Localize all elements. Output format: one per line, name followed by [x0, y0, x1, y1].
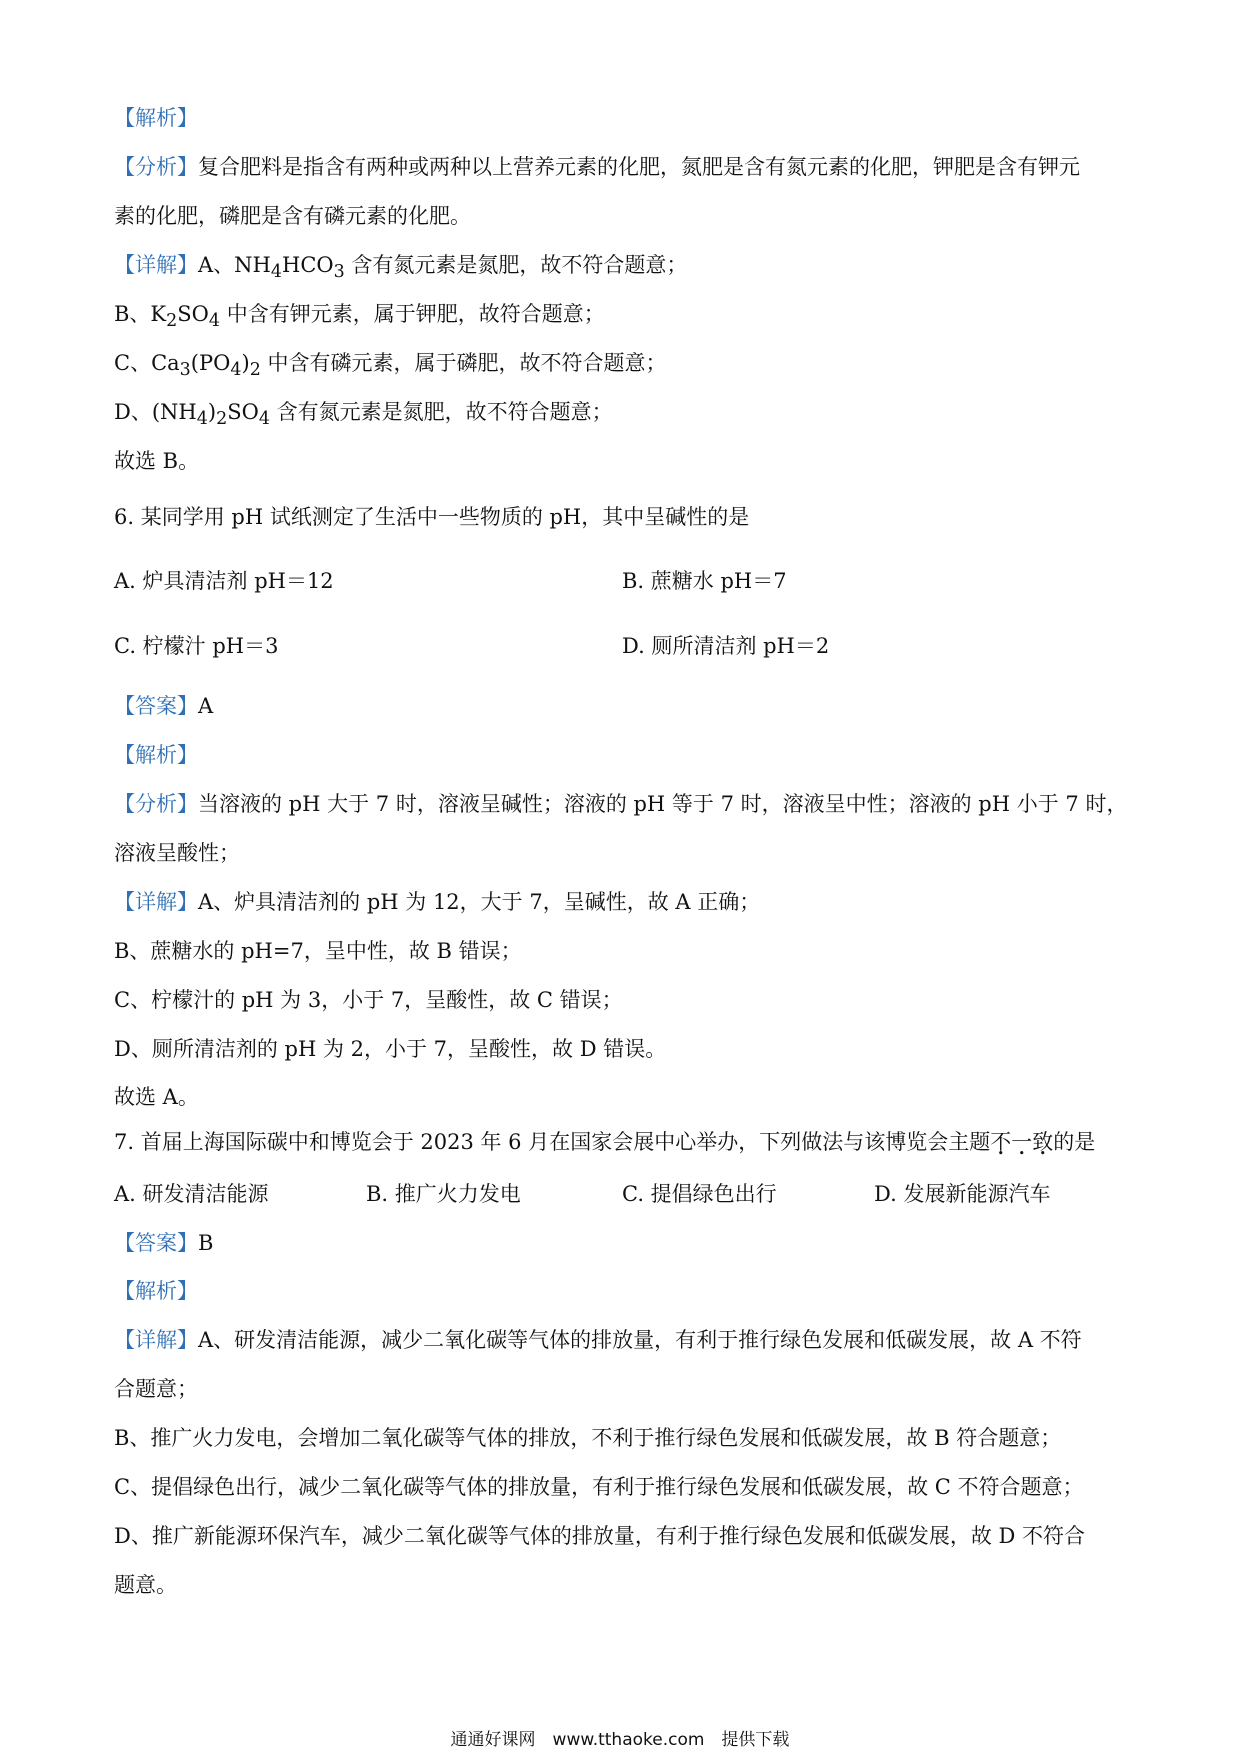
text: SO — [227, 400, 259, 424]
text: (PO — [190, 351, 231, 375]
conclusion: 故选 B。 — [114, 449, 200, 473]
detail-tag: 【详解】 — [114, 1328, 198, 1352]
detail-line-a — [114, 251, 687, 286]
subscript: 3 — [179, 360, 191, 381]
text: 中含有钾元素，属于钾肥，故符合题意； — [220, 302, 605, 326]
jiexi-heading: 【解析】 — [114, 106, 198, 130]
emphasis-char: 致 — [1032, 1130, 1054, 1154]
answer-value: B — [198, 1231, 214, 1255]
q7-option-a: A. 研发清洁能源 — [114, 1182, 269, 1206]
detail-text: A、炉具清洁剂的 pH 为 12，大于 7，呈碱性，故 A 正确； — [198, 890, 761, 914]
q7-jiexi-heading: 【解析】 — [114, 1279, 198, 1303]
text: 中含有磷元素，属于磷肥，故不符合题意； — [260, 351, 667, 375]
text: ) — [207, 400, 217, 424]
emphasis-char: 一 — [1011, 1130, 1033, 1154]
analysis-text: 复合肥料是指含有两种或两种以上营养元素的化肥，氮肥是含有氮元素的化肥，钾肥是含有钾元 — [198, 155, 1080, 179]
q6-conclusion: 故选 A。 — [114, 1085, 199, 1109]
q7-detail-b: B、推广火力发电，会增加二氧化碳等气体的排放，不利于推行绿色发展和低碳发展，故 B 符合题意； — [114, 1426, 1062, 1450]
q6-detail-a — [114, 888, 760, 916]
q6-analysis-line — [114, 790, 1127, 818]
q7-option-d: D. 发展新能源汽车 — [874, 1182, 1051, 1206]
analysis-text: 当溶液的 pH 大于 7 时，溶液呈碱性；溶液的 pH 等于 7 时，溶液呈中性；溶液的 pH 小于 7 时， — [198, 792, 1128, 816]
text: D、(NH — [114, 400, 197, 424]
q6-answer — [114, 692, 213, 720]
q7-detail-a-cont: 合题意； — [114, 1377, 198, 1401]
footer-source: 通通好课网 www.tthaoke.com 提供下载 — [450, 1730, 790, 1750]
subscript: 2 — [216, 409, 228, 430]
subscript: 4 — [270, 262, 282, 283]
subscript: 2 — [249, 360, 261, 381]
detail-line-d — [114, 398, 613, 433]
detail-tag: 【详解】 — [114, 890, 198, 914]
text: 含有氮元素是氮肥，故不符合题意； — [269, 400, 613, 424]
q6-jiexi-heading: 【解析】 — [114, 743, 198, 767]
q6-option-a: A. 炉具清洁剂 pH＝12 — [114, 569, 334, 593]
subscript: 4 — [196, 409, 208, 430]
subscript: 2 — [166, 311, 178, 332]
text: SO — [177, 302, 209, 326]
q6-detail-b: B、蔗糖水的 pH=7，呈中性，故 B 错误； — [114, 939, 522, 963]
q7-option-b: B. 推广火力发电 — [366, 1182, 521, 1206]
q6-option-d: D. 厕所清洁剂 pH＝2 — [622, 634, 830, 658]
analysis-paragraph-line — [114, 153, 1080, 181]
analysis-text-cont: 素的化肥，磷肥是含有磷元素的化肥。 — [114, 204, 471, 228]
stem-text: 7. 首届上海国际碳中和博览会于 2023 年 6 月在国家会展中心举办，下列做法与该博览会主题 — [114, 1130, 991, 1154]
q6-option-b: B. 蔗糖水 pH＝7 — [622, 569, 787, 593]
text: 含有氮元素是氮肥，故不符合题意； — [344, 253, 688, 277]
q7-detail-a — [114, 1326, 1082, 1354]
q7-option-c: C. 提倡绿色出行 — [622, 1182, 777, 1206]
q7-detail-d: D、推广新能源环保汽车，减少二氧化碳等气体的排放量，有利于推行绿色发展和低碳发展，故 D 不符合 — [114, 1524, 1086, 1548]
detail-line-c — [114, 349, 667, 384]
detail-tag: 【详解】 — [114, 253, 198, 277]
answer-value: A — [198, 694, 214, 718]
q6-analysis-cont: 溶液呈酸性； — [114, 841, 240, 865]
q6-option-c: C. 柠檬汁 pH＝3 — [114, 634, 279, 658]
answer-tag: 【答案】 — [114, 1231, 198, 1255]
q7-detail-d-cont: 题意。 — [114, 1573, 177, 1597]
analysis-tag: 【分析】 — [114, 792, 198, 816]
stem-text: 的是 — [1053, 1130, 1096, 1154]
question-6-stem: 6. 某同学用 pH 试纸测定了生活中一些物质的 pH，其中呈碱性的是 — [114, 505, 750, 529]
detail-line-b — [114, 300, 605, 335]
detail-text: A、研发清洁能源，减少二氧化碳等气体的排放量，有利于推行绿色发展和低碳发展，故 A 不符 — [198, 1328, 1082, 1352]
subscript: 3 — [333, 262, 345, 283]
emphasis-char: 不 — [990, 1130, 1012, 1154]
text: ) — [241, 351, 250, 375]
text: B、K — [114, 302, 167, 326]
q6-detail-c: C、柠檬汁的 pH 为 3，小于 7，呈酸性，故 C 错误； — [114, 988, 623, 1012]
q6-detail-d: D、厕所清洁剂的 pH 为 2，小于 7，呈酸性，故 D 错误。 — [114, 1037, 667, 1061]
text: C、Ca — [114, 351, 180, 375]
analysis-tag: 【分析】 — [114, 155, 198, 179]
question-7-stem — [114, 1128, 1095, 1156]
subscript: 4 — [230, 360, 242, 381]
subscript: 4 — [258, 409, 270, 430]
q7-detail-c: C、提倡绿色出行，减少二氧化碳等气体的排放量，有利于推行绿色发展和低碳发展，故 C 不符合题意； — [114, 1475, 1084, 1499]
subscript: 4 — [208, 311, 221, 332]
answer-tag: 【答案】 — [114, 694, 198, 718]
text: HCO — [282, 253, 334, 277]
q7-answer — [114, 1229, 213, 1257]
text: A、NH — [198, 253, 271, 277]
